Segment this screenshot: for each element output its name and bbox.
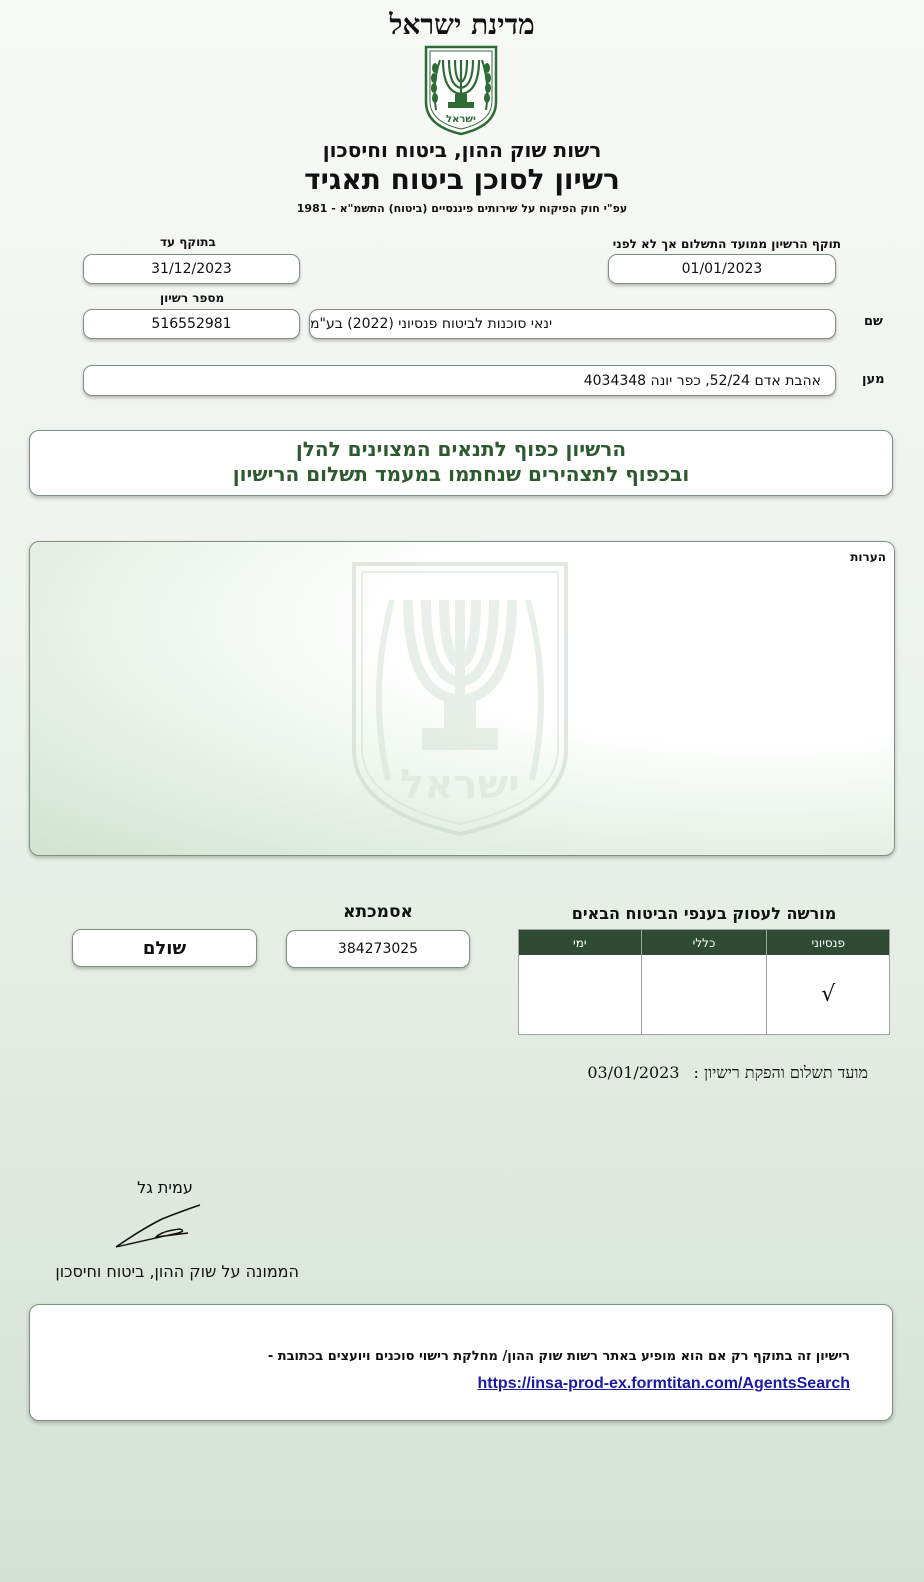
branch-col-pension: פנסיוני [767,930,889,955]
watermark-emblem-icon [348,560,572,838]
license-title: רשיון לסוכן ביטוח תאגיד [304,163,620,196]
license-number-value: 516552981 [151,316,232,332]
notes-box [29,541,895,856]
signatory-role: הממונה על שוק ההון, ביטוח וחיסכון [55,1262,299,1281]
conditions-line-2: ובכפוף לתצהירים שנחתמו במעמד תשלום הרישיון [232,462,690,486]
name-value: ינאי סוכנות לביטוח פנסיוני (2022) בע"מ [310,316,553,332]
payment-date-value: 03/01/2023 [587,1063,680,1082]
footer-notice: רישיון זה בתוקף רק אם הוא מופיע באתר רשות שוק ההון/ מחלקת רישוי סוכנים ויועצים בכתובת - [267,1349,850,1364]
reference-value: 384273025 [337,941,419,957]
valid-until-value: 31/12/2023 [151,261,232,277]
valid-from-value: 01/01/2023 [681,261,763,277]
branch-mark-marine [519,955,641,1034]
footer-box [29,1304,893,1421]
valid-from-label: תוקף הרשיון ממועד התשלום אך לא לפני [612,237,841,251]
address-value: אהבת אדם 52/24, כפר יונה 4034348 [583,372,821,389]
branch-mark-general [641,955,767,1034]
conditions-box [29,430,893,496]
reference-label: אסמכתא [343,902,413,922]
payment-date-label: מועד תשלום והפקת רישיון : [693,1063,868,1082]
signatory-name: עמית גל [137,1178,193,1197]
signature-scribble-icon [112,1203,208,1253]
name-label: שם [864,314,883,329]
state-emblem-icon [422,44,500,136]
branch-col-marine: ימי [573,935,587,950]
branch-mark-pension: √ [767,955,889,1034]
agents-search-link[interactable]: https://insa-prod-ex.formtitan.com/AgentsSearch [477,1375,850,1392]
watermark-word: ישראל [400,762,520,808]
law-reference: עפ"י חוק הפיקוח על שירותים פיננסיים (ביטוח) התשמ"א - 1981 [296,202,628,215]
branch-col-general: כללי [641,930,767,955]
payment-status-field [72,929,257,967]
notes-label: הערות [850,550,886,564]
state-name: מדינת ישראל [389,8,535,41]
authority-name: רשות שוק ההון, ביטוח וחיסכון [322,138,602,162]
address-label: מען [862,372,885,387]
payment-status: שולם [142,937,187,959]
valid-until-field [83,254,300,284]
address-field [83,365,836,396]
branches-title: מורשה לעסוק בענפי הביטוח הבאים [571,904,837,923]
reference-field [286,930,470,968]
payment-date-row [480,1063,868,1083]
branches-table [518,929,890,1035]
name-field [309,309,836,339]
emblem-word: ישראל [446,114,476,125]
valid-from-field [608,254,836,284]
valid-until-label: בתוקף עד [160,235,216,249]
license-number-label: מספר רשיון [160,291,225,305]
conditions-line-1: הרשיון כפוף לתנאים המצוינים להלן [295,437,627,461]
license-number-field [83,309,300,339]
